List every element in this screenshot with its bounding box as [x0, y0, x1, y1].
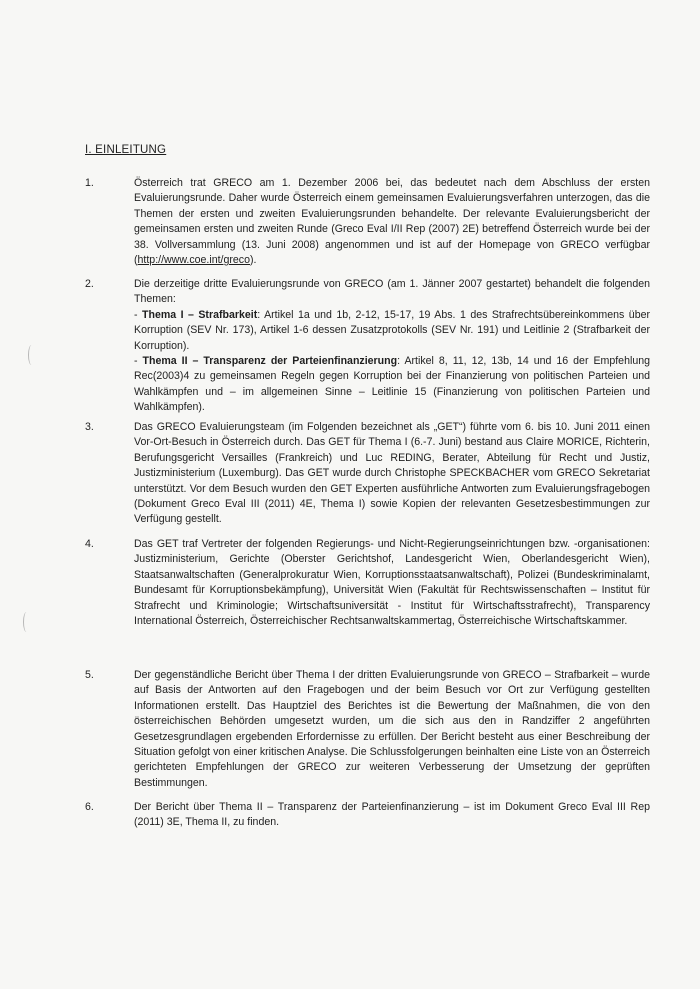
paragraph-text: Der Bericht über Thema II – Transparenz der Parteienfinanzierung – ist im Dokument Greco Eval III Rep (2011) 3E, Thema II, zu finden. — [134, 801, 650, 829]
paragraph-number: 5. — [85, 669, 94, 681]
paragraph-text: Das GRECO Evaluierungsteam (im Folgenden bezeichnet als „GET“) führte vom 6. bis 10. Juni 2011 einen Vor-Ort-Besuch in Österreich durch. Das GET für Thema I (6.-7. Juni) bestand aus Claire MORICE, Richterin, Berufungsgericht Versailles (Frankreich) und Luc REDING, Berater, Abteilung für Recht und Justiz, Justizministerium (Luxemburg). Das GET wurde durch Christophe SPECKBACHER vom GRECO Sekretariat unterstützt. Vor dem Besuch wurden den GET Experten ausführliche Antworten zum Evaluierungsfragebogen (Dokument Greco Eval III (2011) 4E, Thema I) sowie Kopien der relevanten Gesetzesbestimmungen zur Verfügung gestellt. — [134, 421, 650, 526]
scan-mark — [28, 345, 35, 365]
paragraph-number: 3. — [85, 421, 94, 433]
topic-1-dash: - — [134, 308, 142, 321]
topic-2-label: Thema II – Transparenz der Parteienfinanzierung — [142, 355, 398, 368]
topic-2-text: : Artikel 8, 11, 12, 13b, 14 und 16 der Empfehlung Rec(2003)4 zu gemeinsamen Regeln gegen Korruption bei der Finanzierung von politischen Parteien und Wahlkämpfen und – im allgemeinen Sinne – Leitlinie 15 (Finanzierung von politischen Parteien und Wahlkämpfen). — [134, 355, 650, 414]
paragraph-number: 4. — [85, 538, 94, 550]
section-heading: I. EINLEITUNG — [85, 144, 167, 156]
paragraph-number: 2. — [85, 278, 94, 290]
paragraph-number: 6. — [85, 801, 94, 813]
topic-2-dash: - — [134, 355, 143, 368]
paragraph-text-end: ). — [250, 254, 257, 267]
paragraph-intro: Die derzeitige dritte Evaluierungsrunde von GRECO (am 1. Jänner 2007 gestartet) behandelt die folgenden Themen: — [134, 278, 650, 306]
paragraph-number: 1. — [85, 177, 94, 189]
paragraph-text: Das GET traf Vertreter der folgenden Regierungs- und Nicht-Regierungseinrichtungen bzw. -organisationen: Justizministerium, Gerichte (Oberster Gerichtshof, Landesgericht Wien, Oberlandesgericht Wien), Staatsanwaltschaften (Generalprokuratur Wien, Korruptionsstaatsanwaltschaft), Polizei (Bundeskriminalamt, Bundesamt für Korruptionsbekämpfung), Universität Wien (Fakultät für Rechtswissenschaften – Institut für Strafrecht und Kriminologie; Wirtschaftsuniversität - Institut für Wirtschaftsstrafrecht), Transparency International Österreich, Österreichischer Rechtsanwaltskammertag, Österreichische Wirtschaftskammer. — [134, 538, 650, 628]
topic-1-label: Thema I – Strafbarkeit — [142, 308, 258, 321]
topic-1-text: : Artikel 1a und 1b, 2-12, 15-17, 19 Abs. 1 des Strafrechtsübereinkommens über Korruption (SEV Nr. 173), Artikel 1-6 dessen Zusatzprotokolls (SEV Nr. 191) und Leitlinie 2 (Strafbarkeit der Korruption). — [134, 308, 651, 352]
greco-homepage-link[interactable]: http://www.coe.int/greco — [137, 254, 250, 267]
paragraph-text: Der gegenständliche Bericht über Thema I der dritten Evaluierungsrunde von GRECO – Strafbarkeit – wurde auf Basis der Antworten auf den Fragebogen und der beim Besuch vor Ort zur Verfügung gestellten Informationen erstellt. Das Hauptziel des Berichtes ist die Bewertung der Maßnahmen, die von den österreichischen Behörden umgesetzt wurden, um die sich aus den in Randziffer 2 angeführten Gesetzesgrundlagen ergebenden Erfordernisse zu erfüllen. Der Bericht besteht aus einer Beschreibung der Situation gefolgt von einer kritischen Analyse. Die Schlussfolgerungen beinhalten eine Liste von an Österreich gerichteten Empfehlungen der GRECO zur weiteren Verbesserung der Umsetzung der geprüften Bestimmungen. — [134, 669, 650, 789]
paragraph-text — [134, 176, 650, 268]
paragraph-text — [134, 277, 650, 416]
paragraph-text-start: Österreich trat GRECO am 1. Dezember 2006 bei, das bedeutet nach dem Abschluss der ersten Evaluierungsrunde. Daher wurde Österreich einem gemeinsamen Evaluierungsverfahren unterzogen, das die Themen der ersten und zweiten Evaluierungsrunden behandelte. Der relevante Evaluierungsbericht der gemeinsamen ersten und zweiten Runde (Greco Eval I/II Rep (2007) 2E) betreffend Österreich wurde bei der 38. Vollversammlung (13. Juni 2008) angenommen und ist auf der Homepage von GRECO verfügbar ( — [134, 177, 650, 267]
scan-mark — [23, 612, 30, 632]
